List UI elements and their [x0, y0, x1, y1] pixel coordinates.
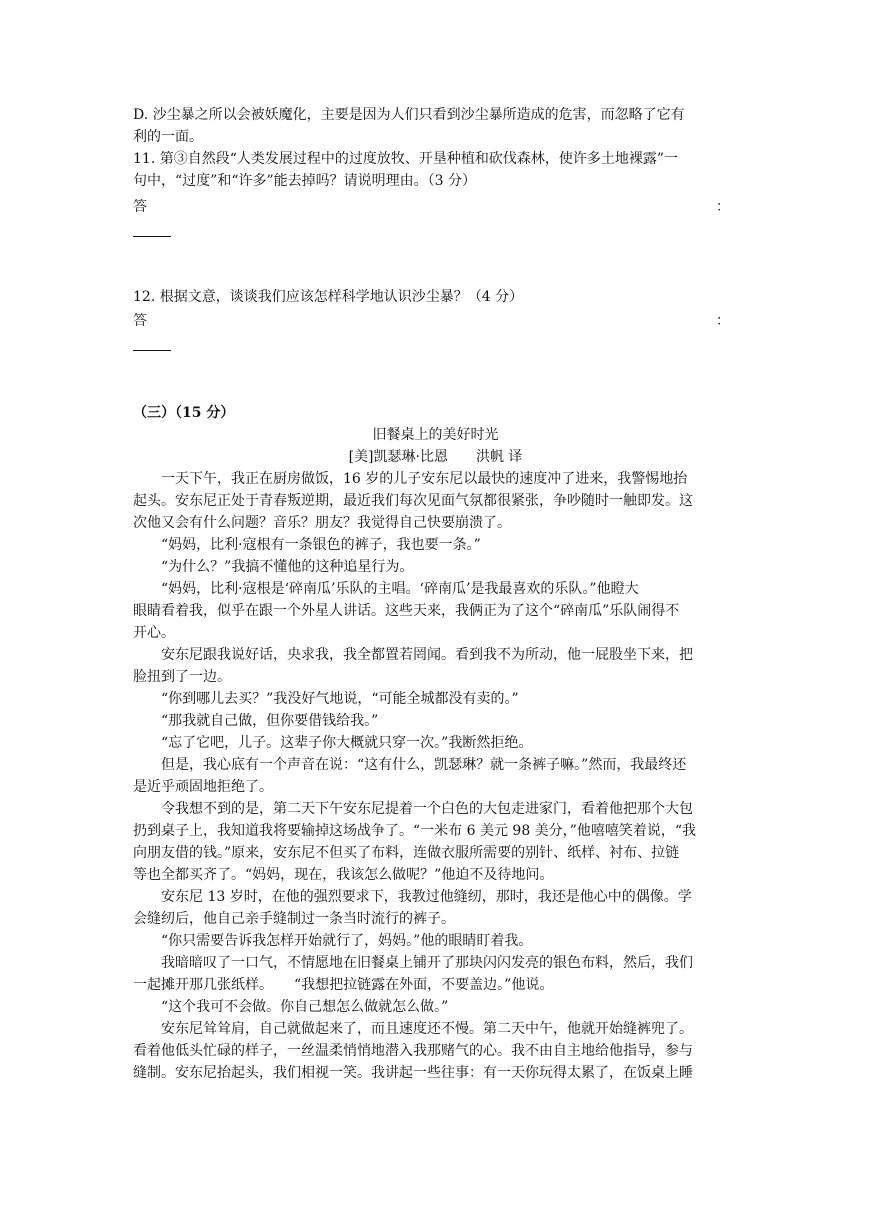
paragraph-5-line-1: 安东尼跟我说好话，央求我，我全都置若罔闻。看到我不为所动，他一屁股坐下来，把 — [161, 647, 693, 663]
paragraph-1-line-1: 一天下午，我正在厨房做饭，16 岁的儿子安东尼以最快的速度冲了进来，我警惕地抬 — [161, 471, 688, 487]
paragraph-9-line-2: 是近乎顽固地拒绝了。 — [133, 779, 273, 795]
paragraph-14-line-1: “这个我可不会做。你自己想怎么做就怎么做。” — [161, 999, 449, 1015]
question-11-line-2: 句中，“过度”和“许多”能去掉吗？请说明理由。（3 分） — [133, 173, 476, 189]
paragraph-4-line-1: “妈妈，比利·寇根是‘碎南瓜’乐队的主唱。‘碎南瓜’是我最喜欢的乐队。”他瞪大 — [161, 581, 639, 597]
article-title: 旧餐桌上的美好时光 — [372, 427, 499, 443]
paragraph-12-line-1: “你只需要告诉我怎样开始就行了，妈妈。”他的眼睛盯着我。 — [161, 933, 533, 949]
paragraph-13-line-1: 我暗暗叹了一口气，不情愿地在旧餐桌上铺开了那块闪闪发亮的银色布料，然后，我们 — [161, 955, 693, 971]
paragraph-1-line-3: 次他又会有什么问题？音乐？朋友？我觉得自己快要崩溃了。 — [133, 515, 511, 531]
paragraph-15-line-3: 缝制。安东尼抬起头，我们相视一笑。我讲起一些往事：有一天你玩得太累了，在饭桌上睡 — [133, 1065, 693, 1081]
answer-colon: ： — [716, 313, 730, 329]
paragraph-3-line-1: “为什么？”我搞不懂他的这种追星行为。 — [161, 559, 414, 575]
answer-blank-11 — [133, 236, 171, 237]
paragraph-6-line-1: “你到哪儿去买？”我没好气地说，“可能全城都没有卖的。” — [161, 691, 519, 707]
answer-blank-12 — [133, 350, 171, 351]
answer-row-12 — [133, 310, 738, 332]
answer-colon: ： — [716, 199, 730, 215]
answer-label: 答 — [133, 313, 147, 329]
paragraph-8-line-1: “忘了它吧，儿子。这辈子你大概就只穿一次。”我断然拒绝。 — [161, 735, 533, 751]
paragraph-11-line-1: 安东尼 13 岁时，在他的强烈要求下，我教过他缝纫，那时，我还是他心中的偶像。学 — [161, 889, 692, 905]
article-byline: [美]凯瑟琳·比恩 洪帆 译 — [348, 449, 523, 465]
paragraph-7-line-1: “那我就自己做，但你要借钱给我。” — [161, 713, 379, 729]
paragraph-5-line-2: 脸扭到了一边。 — [133, 669, 231, 685]
paragraph-15-line-2: 看着他低头忙碌的样子，一丝温柔悄悄地潜入我那赌气的心。我不由自主地给他指导，参与 — [133, 1043, 693, 1059]
paragraph-2-line-1: “妈妈，比利·寇根有一条银色的裤子，我也要一条。” — [161, 537, 481, 553]
question-12: 12. 根据文意，谈谈我们应该怎样科学地认识沙尘暴？（4 分） — [133, 289, 524, 305]
paragraph-13-line-2: 一起摊开那几张纸样。 “我想把拉链露在外面，不要盖边。”他说。 — [133, 977, 554, 993]
answer-label: 答 — [133, 199, 147, 215]
paragraph-10-line-2: 扔到桌子上，我知道我将要输掉这场战争了。“一米布 6 美元 98 美分，”他嘻嘻笑着说，“我 — [133, 823, 696, 839]
paragraph-15-line-1: 安东尼耸耸肩，自己就做起来了，而且速度还不慢。第二天中午，他就开始缝裤兜了。 — [161, 1021, 693, 1037]
option-d-line-2: 利的一面。 — [133, 129, 203, 145]
paragraph-9-line-1: 但是，我心底有一个声音在说：“这有什么，凯瑟琳？就一条裤子嘛。”然而，我最终还 — [161, 757, 687, 773]
paragraph-10-line-4: 等也全都买齐了。“妈妈，现在，我该怎么做呢？”他迫不及待地问。 — [133, 867, 554, 883]
answer-row-11 — [133, 196, 738, 218]
paragraph-4-line-2: 眼睛看着我，似乎在跟一个外星人讲话。这些天来，我俩正为了这个“碎南瓜”乐队闹得不 — [133, 603, 680, 619]
paragraph-1-line-2: 起头。安东尼正处于青春叛逆期，最近我们每次见面气氛都很紧张，争吵随时一触即发。这 — [133, 493, 693, 509]
option-d-line-1: D. 沙尘暴之所以会被妖魔化，主要是因为人们只看到沙尘暴所造成的危害，而忽略了它有 — [133, 107, 685, 123]
paragraph-10-line-1: 令我想不到的是，第二天下午安东尼提着一个白色的大包走进家门，看着他把那个大包 — [161, 801, 693, 817]
paragraph-11-line-2: 会缝纫后，他自己亲手缝制过一条当时流行的裤子。 — [133, 911, 455, 927]
question-11-line-1: 11. 第③自然段“人类发展过程中的过度放牧、开垦种植和砍伐森林，使许多土地裸露”一 — [133, 151, 679, 167]
section-heading: （三）（15 分） — [133, 405, 235, 421]
paragraph-4-line-3: 开心。 — [133, 625, 175, 641]
paragraph-10-line-3: 向朋友借的钱。”原来，安东尼不但买了布料，连做衣服所需要的别针、纸样、衬布、拉链 — [133, 845, 680, 861]
